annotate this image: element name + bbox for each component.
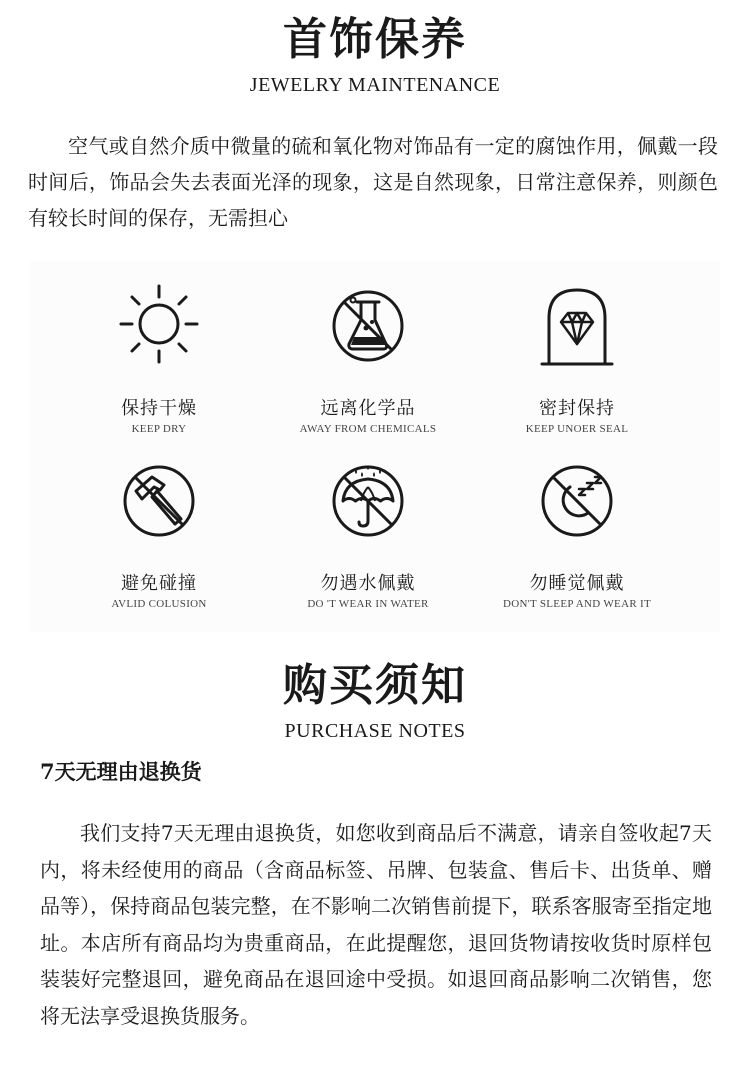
tip-no-sleep	[467, 457, 687, 610]
tip-label-en: KEEP DRY	[131, 423, 187, 435]
no-sleep-icon	[532, 457, 622, 547]
return-policy-heading: 7天无理由退换货	[40, 759, 202, 784]
tip-label-zh: 密封保持	[539, 398, 615, 419]
tip-avoid-collision	[49, 457, 269, 610]
jewelry-maintenance-subtitle: JEWELRY MAINTENANCE	[249, 74, 501, 96]
tip-no-water	[258, 457, 478, 610]
tip-label-zh: 勿遇水佩戴	[320, 573, 416, 594]
tip-label-en: DON'T SLEEP AND WEAR IT	[502, 598, 651, 610]
no-hammer-icon	[114, 457, 204, 547]
tip-label-en: DO 'T WEAR IN WATER	[307, 598, 429, 610]
return-policy-paragraph: 我们支持7天无理由退换货，如您收到商品后不满意，请亲自签收起7天内，将未经使用的商品（含商品标签、吊牌、包装盒、售后卡、出货单、赠品等），保持商品包装完整，在不影响二次销售前提下，联系客服寄至指定地址。本店所有商品均为贵重商品，在此提醒您，退回货物请按收货时原样包装装好完整退回，避免商品在退回途中受损。如退回商品影响二次销售，您将无法享受退换货服务。	[40, 821, 712, 1028]
maintenance-paragraph: 空气或自然介质中微量的硫和氧化物对饰品有一定的腐蚀作用，佩戴一段时间后，饰品会失去表面光泽的现象，这是自然现象，日常注意保养，则颜色有较长时间的保存，无需担心	[28, 134, 718, 230]
no-chemicals-icon	[323, 282, 413, 372]
sealed-diamond-icon	[532, 282, 622, 372]
tip-away-from-chemicals	[258, 282, 478, 435]
tip-label-zh: 避免碰撞	[121, 573, 197, 594]
jewelry-maintenance-title: 首饰保养	[283, 14, 467, 65]
tip-keep-dry	[49, 282, 269, 435]
tip-label-en: AWAY FROM CHEMICALS	[299, 423, 437, 435]
purchase-notes-subtitle: PURCHASE NOTES	[284, 720, 466, 742]
tip-label-zh: 勿睡觉佩戴	[529, 573, 625, 594]
no-rain-icon	[323, 457, 413, 547]
tip-label-zh: 远离化学品	[320, 398, 416, 419]
sun-icon	[114, 282, 204, 372]
tip-keep-sealed	[467, 282, 687, 435]
tip-label-zh: 保持干燥	[121, 398, 197, 419]
purchase-notes-title: 购买须知	[283, 660, 467, 711]
tip-label-en: AVLID COLUSION	[111, 598, 207, 610]
tip-label-en: KEEP UNOER SEAL	[525, 423, 629, 435]
